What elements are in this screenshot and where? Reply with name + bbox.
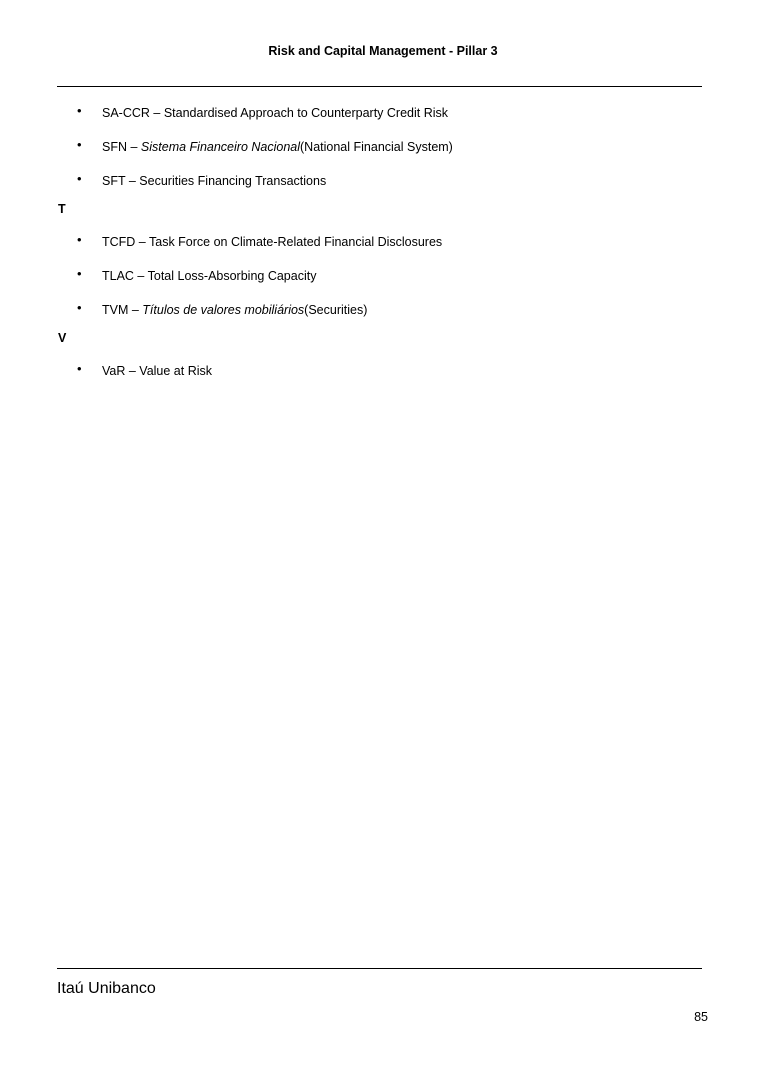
entry-definition-italic: Sistema Financeiro Nacional xyxy=(140,140,301,154)
glossary-entry xyxy=(102,104,448,122)
entry-abbreviation: SFT xyxy=(102,174,126,188)
bullet-icon: • xyxy=(77,103,82,118)
section-letter-v: V xyxy=(58,331,67,345)
bullet-icon: • xyxy=(77,266,82,281)
entry-separator: – xyxy=(125,174,140,188)
page-title: Risk and Capital Management - Pillar 3 xyxy=(268,44,498,58)
glossary-entry xyxy=(102,138,453,156)
entry-separator: – xyxy=(149,106,164,120)
entry-abbreviation: TLAC xyxy=(102,269,134,283)
footer-divider xyxy=(57,968,702,969)
bullet-icon: • xyxy=(77,300,82,315)
section-letter-t: T xyxy=(58,202,66,216)
page-number: 85 xyxy=(694,1010,708,1024)
entry-definition: Total Loss-Absorbing Capacity xyxy=(147,269,317,283)
entry-abbreviation: SFN xyxy=(102,140,127,154)
bullet-icon: • xyxy=(77,137,82,152)
bullet-icon: • xyxy=(77,171,82,186)
entry-abbreviation: TCFD xyxy=(102,235,136,249)
entry-definition: Value at Risk xyxy=(139,364,213,378)
header-divider xyxy=(57,86,702,87)
entry-abbreviation: VaR xyxy=(102,364,126,378)
entry-abbreviation: TVM xyxy=(102,303,129,317)
entry-definition: Task Force on Climate-Related Financial Disclosures xyxy=(149,235,443,249)
glossary-entry xyxy=(102,301,367,319)
entry-separator: – xyxy=(127,140,141,154)
entry-translation: (Securities) xyxy=(304,303,368,317)
glossary-entry xyxy=(102,233,442,251)
entry-translation: (National Financial System) xyxy=(300,140,453,154)
bullet-icon: • xyxy=(77,361,82,376)
entry-definition: Securities Financing Transactions xyxy=(139,174,327,188)
bullet-icon: • xyxy=(77,232,82,247)
entry-abbreviation: SA-CCR xyxy=(102,106,150,120)
entry-definition-italic: Títulos de valores mobiliários xyxy=(142,303,305,317)
entry-separator: – xyxy=(128,303,143,317)
entry-definition: Standardised Approach to Counterparty Credit Risk xyxy=(163,106,449,120)
glossary-entry xyxy=(102,362,212,380)
entry-separator: – xyxy=(133,269,148,283)
glossary-entry xyxy=(102,172,326,190)
entry-separator: – xyxy=(125,364,140,378)
glossary-entry xyxy=(102,267,316,285)
entry-separator: – xyxy=(135,235,149,249)
footer-company-name: Itaú Unibanco xyxy=(57,980,156,997)
